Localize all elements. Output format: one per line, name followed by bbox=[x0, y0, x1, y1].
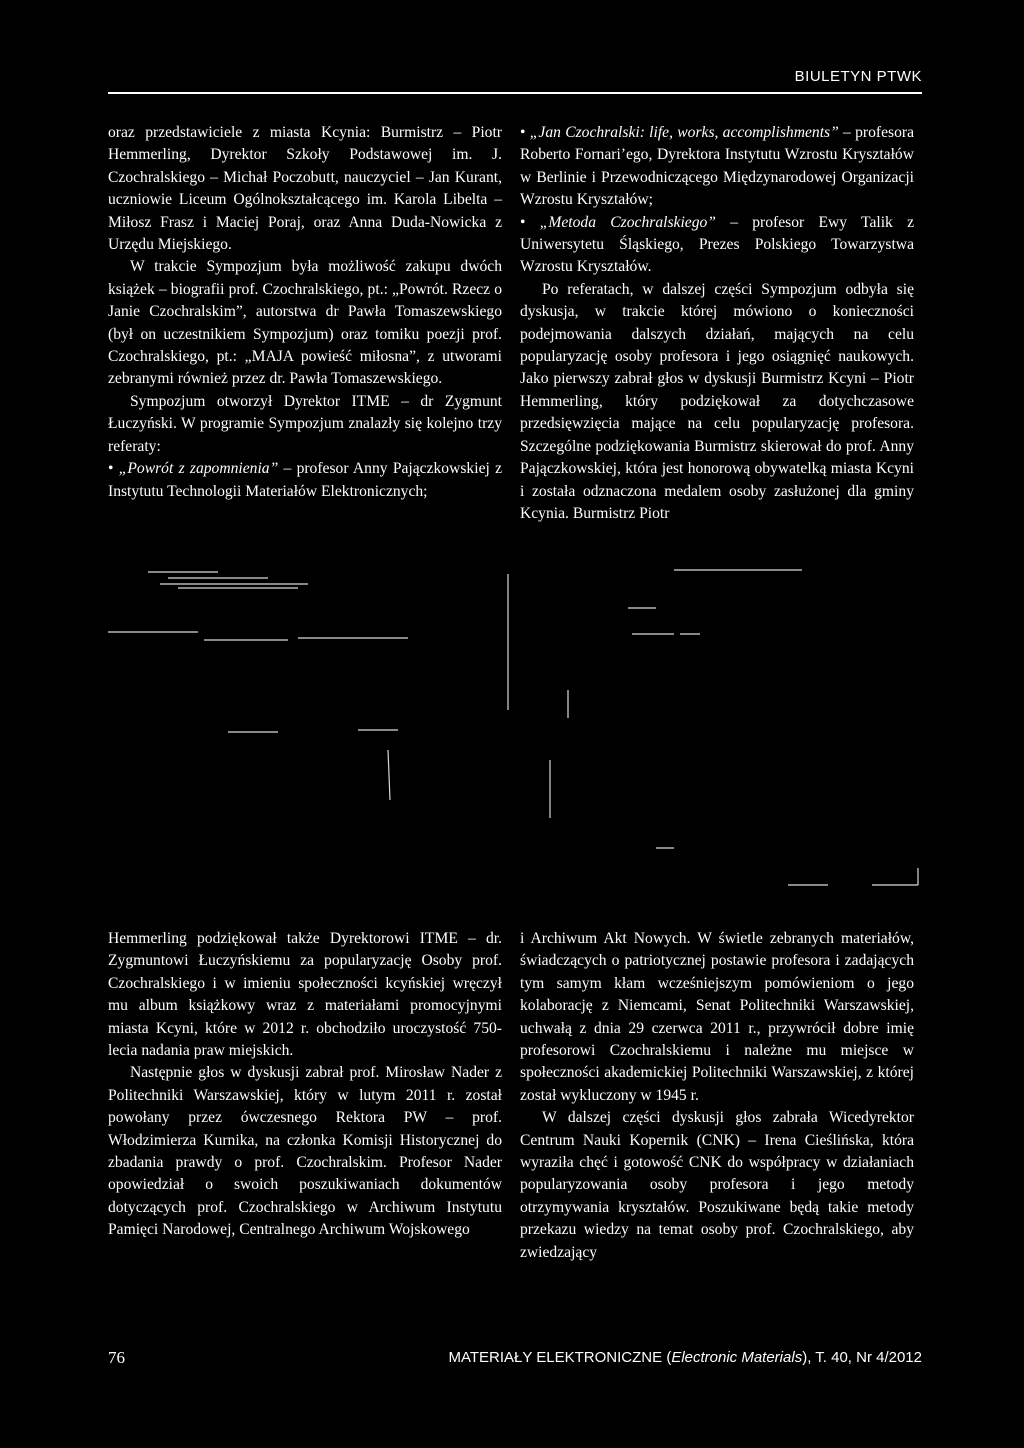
journal-prefix: MATERIAŁY ELEKTRONICZNE bbox=[448, 1349, 667, 1366]
paragraph-text: i Archiwum Akt Nowych. W świetle zebranych materiałów, świadczących o patriotycznej postawie profesora i zadających tym samym kłam wcześniejszym pomówieniom o jego kolaborację z Niemcami, Senat Politechniki Warszawskiej, uchwałą z dnia 29 czerwca 2011 r., przywrócił dobre imię profesorowi Czochralskiemu i należne mu miejsce w społeczności akademickiej Politechniki Warszawskiej, z której został wykluczony w 1945 r. bbox=[520, 930, 914, 1104]
bullet-title: „Metoda Czochralskiego” bbox=[539, 213, 716, 231]
bullet-title: „Powrót z zapomnienia” bbox=[118, 460, 279, 478]
paragraph-text: – profesor Ewy Talik z Uniwersytetu Śląskiego, Prezes Polskiego Towarzystwa Wzrostu Kryształów. bbox=[520, 213, 914, 276]
header-label: BIULETYN PTWK bbox=[794, 68, 922, 85]
paragraph bbox=[108, 928, 502, 1062]
journal-paren: ( bbox=[666, 1349, 672, 1366]
paragraph-text: oraz przedstawiciele z miasta Kcynia: Burmistrz – Piotr Hemmerling, Dyrektor Szkoły Podstawowej im. J. Czochralskiego – Michał Poczobutt, nauczyciel – Jan Kurant, uczniowie Liceum Ogólnokształcącego im. Karola Libelta – Miłosz Frasz i Maciej Poraj, oraz Anna Duda-Nowicka z Urzędu Miejskiego. bbox=[108, 124, 502, 254]
paragraph-text: – profesora Roberto Fornari’ego, Dyrektora Instytutu Wzrostu Kryształów w Berlinie i Przewodniczącego Międzynarodowej Organizacji Wzrostu Kryształów; bbox=[520, 124, 914, 209]
paragraph-text: Następnie głos w dyskusji zabrał prof. Mirosław Nader z Politechniki Warszawskiej, który w lutym 2011 r. został powołany przez ówczesnego Rektora PW – prof. Włodzimierza Kurnika, na członka Komisji Historycznej do zbadania prawdy o prof. Czochralskim. Profesor Nader opowiedział o swoich poszukiwaniach dokumentów dotyczących prof. Czochralskiego w Archiwum Instytutu Pamięci Narodowej, Centralnego Archiwum Wojskowego bbox=[108, 1064, 502, 1239]
bullet-icon: • bbox=[520, 213, 540, 231]
journal-italic: Electronic Materials bbox=[671, 1349, 803, 1366]
paragraph-text: Hemmerling podziękował także Dyrektorowi ITME – dr. Zygmuntowi Łuczyńskiemu za popularyzację Osoby prof. Czochralskiego i w imieniu społeczności kcyńskiej wręczył mu album książkowy wraz z materiałami promocyjnymi miasta Kcyni, które w 2012 r. obchodziło uroczystość 750-lecia nadania praw miejskich. bbox=[108, 930, 502, 1060]
bullet-item bbox=[108, 458, 502, 503]
page-number: 76 bbox=[108, 1348, 125, 1367]
column-bottom-right bbox=[520, 928, 914, 1264]
column-top-left bbox=[108, 122, 502, 503]
paragraph-text: Sympozjum otworzył Dyrektor ITME – dr Zygmunt Łuczyński. W programie Sympozjum znalazły się kolejno trzy referaty: bbox=[108, 392, 502, 455]
paragraph-text: Po referatach, w dalszej części Sympozjum odbyła się dyskusja, w trakcie której mówiono o konieczności podejmowania dalszych działań, mających na celu popularyzację osoby profesora i jego osiągnięć naukowych. Jako pierwszy zabrał głos w dyskusji Burmistrz Kcyni – Piotr Hemmerling, który podziękował za dotychczasowe przedsięwzięcia mające na celu popularyzację profesora. Szczególne podziękowania Burmistrz skierował do prof. Anny Pajączkowskiej, która jest honorową obywatelką miasta Kcyni i została odznaczona medalem osoby zasłużonej dla gminy Kcynia. Burmistrz Piotr bbox=[520, 280, 914, 522]
paragraph bbox=[108, 1062, 502, 1241]
header-rule bbox=[108, 92, 922, 94]
paragraph bbox=[520, 1107, 914, 1264]
photo-area bbox=[108, 560, 922, 900]
journal-reference bbox=[448, 1349, 922, 1366]
bullet-title: „Jan Czochralski: life, works, accomplishments” bbox=[529, 124, 839, 141]
bullet-icon: • bbox=[108, 460, 119, 478]
bullet-icon: • bbox=[520, 124, 530, 141]
journal-suffix: ), T. 40, Nr 4/2012 bbox=[802, 1349, 922, 1366]
paragraph-text: W dalszej części dyskusji głos zabrała Wicedyrektor Centrum Nauki Kopernik (CNK) – Irena Cieślińska, która wyraziła chęć i gotowość CNK do współpracy w działaniach popularyzowania osoby profesora i jego metody otrzymywania kryształów. Poszukiwane będą takie metody przekazu wiedzy na temat osoby prof. Czochralskiego, aby zwiedzający bbox=[520, 1109, 914, 1261]
paragraph-text: W trakcie Sympozjum była możliwość zakupu dwóch książek – biografii prof. Czochralskiego, pt.: „Powrót. Rzecz o Janie Czochralskim”, autorstwa dr Pawła Tomaszewskiego (był on uczestnikiem Sympozjum) oraz tomiku poezji prof. Czochralskiego, pt.: „MAJA powieść miłosna”, z utworami zebranymi również przez dr. Pawła Tomaszewskiego. bbox=[108, 258, 502, 388]
bullet-item bbox=[520, 122, 914, 212]
paragraph bbox=[520, 928, 914, 1107]
column-bottom-left bbox=[108, 928, 502, 1242]
column-top-right bbox=[520, 122, 914, 525]
paragraph bbox=[108, 256, 502, 390]
bullet-item bbox=[520, 212, 914, 279]
paragraph bbox=[108, 122, 502, 256]
faint-photo-lines bbox=[108, 560, 922, 900]
paragraph bbox=[520, 279, 914, 525]
paragraph-text: – profesor Anny Pajączkowskiej z Instytutu Technologii Materiałów Elektronicznych; bbox=[108, 460, 502, 500]
paragraph bbox=[108, 391, 502, 458]
